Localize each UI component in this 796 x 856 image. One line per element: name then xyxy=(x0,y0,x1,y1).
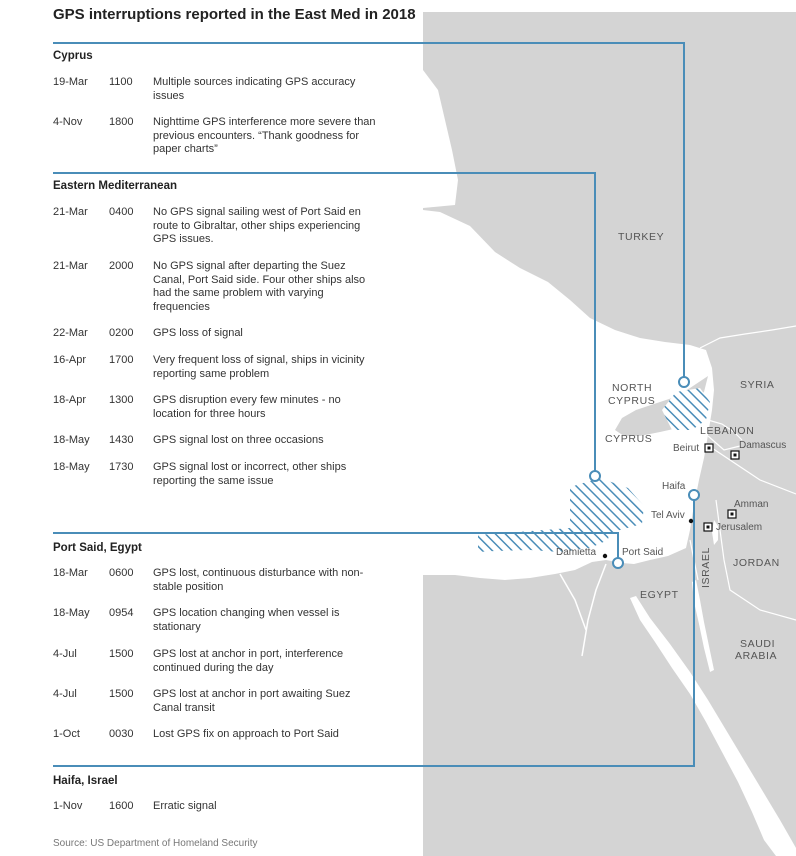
row-date: 4-Jul xyxy=(53,648,77,660)
row-time: 1600 xyxy=(109,800,134,812)
label-egypt: EGYPT xyxy=(640,589,679,601)
row-date: 19-Mar xyxy=(53,76,88,88)
row-description: Lost GPS fix on approach to Port Said xyxy=(153,728,339,740)
section-eastern-mediterranean xyxy=(53,176,413,516)
label-jerusalem: Jerusalem xyxy=(716,522,763,533)
row-description: Multiple sources indicating GPS accuracy issues xyxy=(153,76,356,102)
label-lebanon: LEBANON xyxy=(700,425,755,437)
port-said-marker xyxy=(613,558,623,568)
section-title: Eastern Mediterranean xyxy=(53,180,177,192)
row-description: GPS location changing when vessel is stationary xyxy=(153,607,340,633)
row-date: 16-Apr xyxy=(53,354,87,366)
label-tel-aviv: Tel Aviv xyxy=(651,510,685,521)
row-date: 22-Mar xyxy=(53,327,88,339)
row-time: 1500 xyxy=(109,648,134,660)
row-description: GPS lost at anchor in port, interference continued during the day xyxy=(153,648,344,674)
row-time: 1700 xyxy=(109,354,134,366)
section-port-said xyxy=(53,538,413,758)
row-date: 1-Oct xyxy=(53,728,80,740)
row-description: GPS signal lost or incorrect, other ships reporting the same issue xyxy=(153,461,347,487)
chart-title: GPS interruptions reported in the East Med in 2018 xyxy=(53,6,416,23)
section-haifa xyxy=(53,771,413,821)
row-time: 1730 xyxy=(109,461,134,473)
label-saudi-2: ARABIA xyxy=(735,650,778,662)
label-north-cyprus-2: CYPRUS xyxy=(608,395,656,407)
row-time: 1800 xyxy=(109,116,134,128)
section-title: Haifa, Israel xyxy=(53,775,118,787)
source-note: Source: US Department of Homeland Security xyxy=(53,838,258,849)
row-description: GPS loss of signal xyxy=(153,327,243,339)
row-date: 21-Mar xyxy=(53,260,88,272)
label-israel: ISRAEL xyxy=(700,547,712,588)
row-description: GPS signal lost on three occasions xyxy=(153,434,324,446)
row-date: 21-Mar xyxy=(53,206,88,218)
label-port-said: Port Said xyxy=(622,547,664,558)
row-description: GPS lost, continuous disturbance with non-stable position xyxy=(153,567,364,593)
row-date: 1-Nov xyxy=(53,800,83,812)
row-date: 18-Mar xyxy=(53,567,88,579)
section-title: Port Said, Egypt xyxy=(53,542,142,554)
tel-aviv-dot xyxy=(689,519,693,523)
row-description: GPS disruption every few minutes - no location for three hours xyxy=(153,394,341,420)
section-cyprus xyxy=(53,46,413,161)
damietta-dot xyxy=(603,554,607,558)
row-description: No GPS signal after departing the Suez Canal, Port Said side. Four other ships also had the same problem with varying frequencies xyxy=(153,260,366,313)
label-beirut: Beirut xyxy=(673,443,700,454)
row-time: 0600 xyxy=(109,567,134,579)
row-description: GPS lost at anchor in port awaiting Suez Canal transit xyxy=(153,688,351,714)
row-date: 18-Apr xyxy=(53,394,87,406)
cyprus-marker xyxy=(679,377,689,387)
row-date: 18-May xyxy=(53,607,90,619)
row-time: 1430 xyxy=(109,434,134,446)
row-date: 18-May xyxy=(53,434,90,446)
row-description: No GPS signal sailing west of Port Said en route to Gibraltar, other ships experiencing GPS issues. xyxy=(153,206,361,245)
label-turkey: TURKEY xyxy=(618,231,665,243)
row-description: Nighttime GPS interference more severe than previous encounters. “Thank goodness for paper charts” xyxy=(153,116,376,155)
row-description: Very frequent loss of signal, ships in vicinity reporting same problem xyxy=(153,354,365,380)
section-title: Cyprus xyxy=(53,50,93,62)
row-time: 1300 xyxy=(109,394,134,406)
label-jordan: JORDAN xyxy=(733,557,780,569)
label-amman: Amman xyxy=(734,499,769,510)
eastern-med-marker xyxy=(590,471,600,481)
row-date: 4-Nov xyxy=(53,116,83,128)
label-syria: SYRIA xyxy=(740,379,775,391)
row-time: 1100 xyxy=(109,76,133,88)
row-time: 0954 xyxy=(109,607,134,619)
row-time: 2000 xyxy=(109,260,134,272)
label-north-cyprus-1: NORTH xyxy=(612,382,653,394)
row-description: Erratic signal xyxy=(153,800,217,812)
row-time: 0400 xyxy=(109,206,134,218)
row-date: 4-Jul xyxy=(53,688,77,700)
row-time: 0030 xyxy=(109,728,134,740)
label-damietta: Damietta xyxy=(556,547,597,558)
haifa-marker xyxy=(689,490,699,500)
label-haifa: Haifa xyxy=(662,481,686,492)
label-damascus: Damascus xyxy=(739,440,787,451)
row-date: 18-May xyxy=(53,461,90,473)
label-saudi-1: SAUDI xyxy=(740,638,776,650)
row-time: 0200 xyxy=(109,327,134,339)
label-cyprus: CYPRUS xyxy=(605,433,653,445)
row-time: 1500 xyxy=(109,688,134,700)
